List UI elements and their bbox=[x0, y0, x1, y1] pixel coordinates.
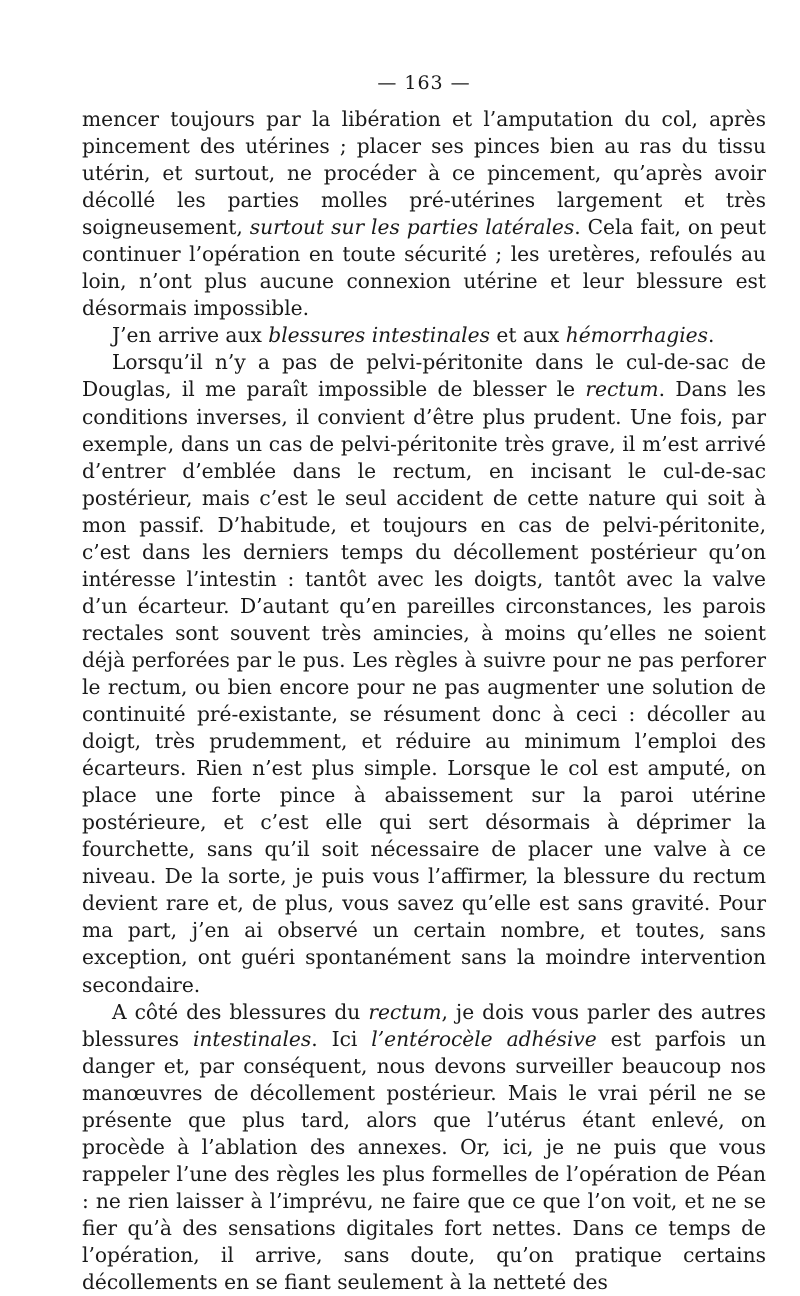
text-run: J’en arrive aux bbox=[112, 323, 269, 348]
italic-text: l’entérocèle adhésive bbox=[371, 1026, 597, 1051]
paragraph bbox=[82, 106, 766, 322]
text-run: . Ici bbox=[311, 1026, 372, 1051]
text-run: Lorsqu’il n’y a pas de pelvi-péritonite dans le cul-de-sac de Douglas, il me paraît impossible de blesser le bbox=[82, 350, 766, 402]
paragraph bbox=[82, 999, 766, 1296]
italic-text: rectum bbox=[368, 999, 442, 1024]
text-run: . bbox=[707, 323, 715, 348]
text-run: mencer toujours par la libération et l’amputation du col, après pincement des utérines ; placer ses pinces bien au ras du tissu utérin, et surtout, ne procéder à ce pincement, qu’après avoir décollé les parties molles pré-utérines largement et très soigneusement, bbox=[82, 107, 766, 240]
italic-text: blessures intestinales bbox=[268, 323, 490, 348]
text-run: , je dois vous parler des autres blessures bbox=[82, 999, 767, 1051]
page-number: — 163 — bbox=[377, 72, 471, 94]
italic-text: intestinales bbox=[192, 1026, 312, 1051]
italic-text: rectum bbox=[585, 377, 659, 402]
text-run: A côté des blessures du bbox=[112, 999, 369, 1024]
text-run: est parfois un danger et, par conséquent, nous devons surveiller beaucoup nos manœuvres de décollement postérieur. Mais le vrai péril ne se présente que plus tard, alors que l’utérus étant enlevé, on procède à l’ablation des annexes. Or, ici, je ne puis que vous rappeler l’une des règles les plus formelles de l’opération de Péan : ne rien laisser à l’imprévu, ne faire que ce que l’on voit, et ne se fier qu’à des sensations digitales fort nettes. Dans ce temps de l’opération, il arrive, sans doute, qu’on pratique certains décollements en se fiant seulement à la netteté des bbox=[82, 1026, 766, 1295]
paragraph bbox=[82, 349, 766, 998]
italic-text: surtout sur les parties latérales bbox=[249, 215, 575, 240]
text-run: . Cela fait, on peut continuer l’opération en toute sécurité ; les uretères, refoulés au loin, n’ont plus aucune connexion utérine et leur blessure est désormais impossible. bbox=[82, 215, 766, 321]
italic-text: hémorrhagies bbox=[565, 323, 708, 348]
body-text bbox=[82, 106, 766, 1296]
text-run: et aux bbox=[489, 323, 566, 348]
text-run: . Dans les conditions inverses, il convient d’être plus prudent. Une fois, par exemple, dans un cas de pelvi-péritonite très grave, il m’est arrivé d’entrer d’emblée dans le rectum, en incisant le cul-de-sac postérieur, mais c’est le seul accident de cette nature qui soit à mon passif. D’habitude, et toujours en cas de pelvi-péritonite, c’est dans les derniers temps du décollement postérieur qu’on intéresse l’intestin : tantôt avec les doigts, tantôt avec la valve d’un écarteur. D’autant qu’en pareilles circonstances, les parois rectales sont souvent très amincies, à moins qu’elles ne soient déjà perforées par le pus. Les règles à suivre pour ne pas perforer le rectum, ou bien encore pour ne pas augmenter une solution de continuité pré-existante, se résument donc à ceci : décoller au doigt, très prudemment, et réduire au minimum l’emploi des écarteurs. Rien n’est plus simple. Lorsque le col est amputé, on place une forte pince à abaissement sur la paroi utérine postérieure, et c’est elle qui sert désormais à déprimer la fourchette, sans qu’il soit nécessaire de placer une valve à ce niveau. De la sorte, je puis vous l’affirmer, la blessure du rectum devient rare et, de plus, vous savez qu’elle est sans gravité. Pour ma part, j’en ai observé un certain nombre, et toutes, sans exception, ont guéri spontanément sans la moindre intervention secondaire. bbox=[82, 377, 766, 997]
paragraph bbox=[82, 322, 766, 349]
